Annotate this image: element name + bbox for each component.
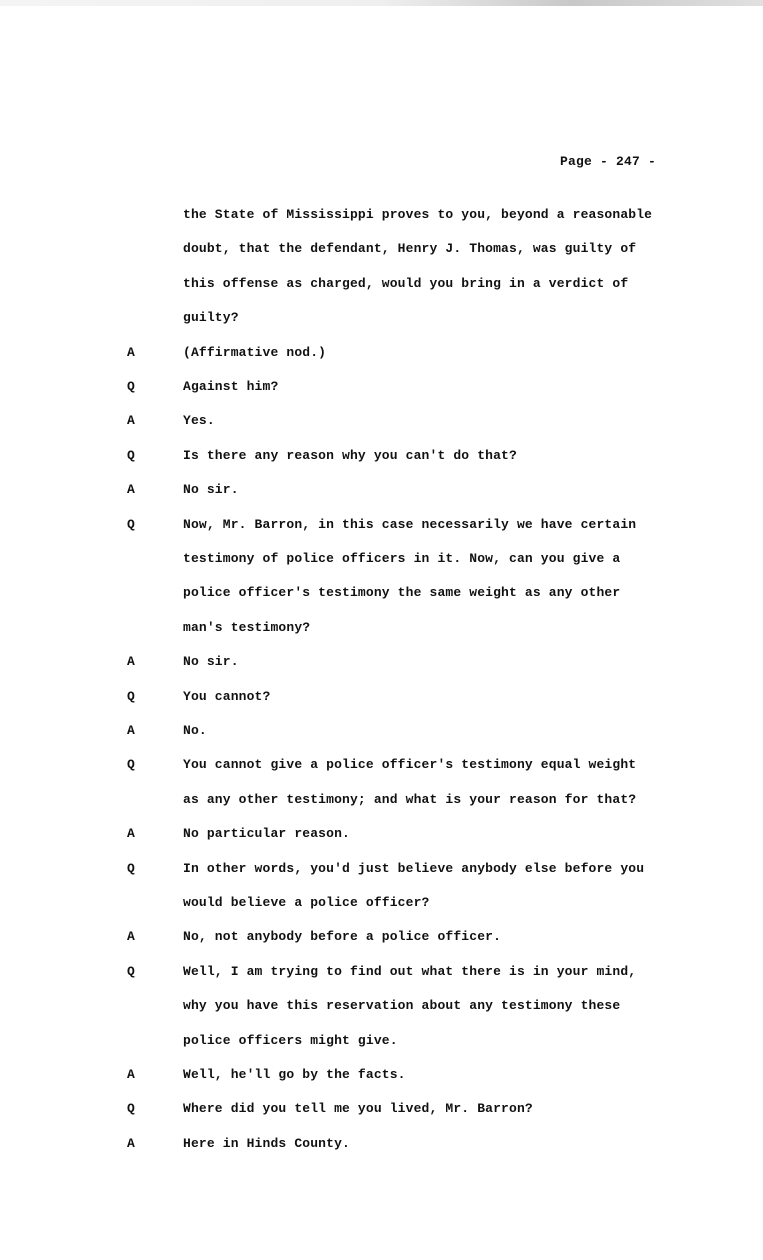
transcript-line [0,583,763,603]
line-text: You cannot? [183,689,271,704]
line-text: Is there any reason why you can't do that? [183,448,517,463]
transcript-line [0,927,763,947]
scan-top-edge [0,0,763,6]
line-text: Well, he'll go by the facts. [183,1067,406,1082]
transcript-line [0,274,763,294]
speaker-label: Q [127,517,135,532]
speaker-label: A [127,413,135,428]
line-text: testimony of police officers in it. Now, can you give a [183,551,621,566]
transcript-line [0,1065,763,1085]
transcript-line [0,618,763,638]
line-text: Against him? [183,379,279,394]
speaker-label: Q [127,379,135,394]
line-text: In other words, you'd just believe anybody else before you [183,861,645,876]
speaker-label: Q [127,1101,135,1116]
transcript-line [0,859,763,879]
speaker-label: A [127,345,135,360]
line-text: No, not anybody before a police officer. [183,929,502,944]
speaker-label: A [127,929,135,944]
transcript-line [0,377,763,397]
transcript-line [0,1031,763,1051]
transcript-line [0,721,763,741]
speaker-label: A [127,723,135,738]
line-text: police officers might give. [183,1033,398,1048]
line-text: this offense as charged, would you bring in a verdict of [183,276,629,291]
transcript-line [0,446,763,466]
transcript-line [0,893,763,913]
line-text: man's testimony? [183,620,311,635]
line-text: the State of Mississippi proves to you, beyond a reasonable [183,207,653,222]
transcript-line [0,411,763,431]
speaker-label: Q [127,689,135,704]
transcript-line [0,205,763,225]
line-text: No. [183,723,207,738]
page-number: Page - 247 - [560,154,657,169]
transcript-line [0,687,763,707]
line-text: Well, I am trying to find out what there is in your mind, [183,964,637,979]
speaker-label: A [127,1067,135,1082]
line-text: No sir. [183,654,239,669]
transcript-line [0,755,763,775]
speaker-label: A [127,1136,135,1151]
line-text: guilty? [183,310,239,325]
transcript-line [0,239,763,259]
speaker-label: Q [127,448,135,463]
line-text: Where did you tell me you lived, Mr. Barron? [183,1101,533,1116]
transcript-line [0,824,763,844]
transcript-line [0,308,763,328]
transcript-line [0,343,763,363]
line-text: would believe a police officer? [183,895,430,910]
speaker-label: A [127,654,135,669]
line-text: No particular reason. [183,826,350,841]
line-text: why you have this reservation about any testimony these [183,998,621,1013]
transcript-line [0,652,763,672]
speaker-label: Q [127,757,135,772]
transcript-line [0,480,763,500]
line-text: Here in Hinds County. [183,1136,350,1151]
line-text: police officer's testimony the same weight as any other [183,585,621,600]
line-text: as any other testimony; and what is your reason for that? [183,792,637,807]
transcript-line [0,549,763,569]
line-text: Now, Mr. Barron, in this case necessarily we have certain [183,517,637,532]
line-text: Yes. [183,413,215,428]
transcript-line [0,1099,763,1119]
speaker-label: A [127,826,135,841]
line-text: (Affirmative nod.) [183,345,327,360]
transcript-line [0,996,763,1016]
line-text: No sir. [183,482,239,497]
line-text: doubt, that the defendant, Henry J. Thomas, was guilty of [183,241,637,256]
speaker-label: A [127,482,135,497]
speaker-label: Q [127,861,135,876]
transcript-line [0,790,763,810]
transcript-line [0,1134,763,1154]
line-text: You cannot give a police officer's testimony equal weight [183,757,637,772]
transcript-line [0,962,763,982]
speaker-label: Q [127,964,135,979]
transcript-line [0,515,763,535]
